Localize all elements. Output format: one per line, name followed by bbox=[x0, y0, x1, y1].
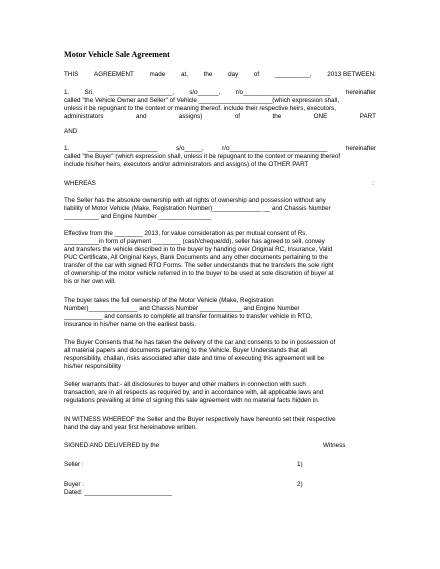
witness-2-label: 2) bbox=[297, 481, 303, 488]
party1-line bbox=[64, 113, 376, 121]
party1-word: hereinafter bbox=[345, 89, 376, 96]
party2-word: hereinafter bbox=[345, 145, 376, 152]
party2-line: include his/her heirs, executors and/or administrators and assigns) of the OTHER PART bbox=[64, 161, 309, 168]
paragraph-line: his/her responsibility bbox=[64, 363, 122, 370]
party1-word: assigns) bbox=[178, 113, 203, 120]
paragraph-line: The Buyer Consents that he has taken the delivery of the car and consents to be in possession of bbox=[64, 339, 336, 346]
intro-word: made bbox=[149, 71, 166, 78]
document-title: Motor Vehicle Sale Agreement bbox=[64, 50, 170, 59]
party1-word: 1. bbox=[64, 89, 70, 96]
party1-word: __________________, bbox=[109, 89, 175, 96]
intro-word: THIS bbox=[64, 71, 79, 78]
party1-word: the bbox=[272, 113, 282, 120]
party1-line bbox=[64, 89, 376, 97]
intro-word: day bbox=[228, 71, 239, 78]
paragraph-line: IN WITNESS WHEREOF the Seller and the Buyer respectively have hereunto set their respective bbox=[64, 416, 336, 423]
paragraph-line: all material papers and documents pertaining to the Vehicle. Buyer Understands that all bbox=[64, 347, 307, 354]
paragraph-line: transaction, are in all respects as required by, and in accordance with, all applicable laws and bbox=[64, 389, 324, 396]
paragraph-line: Seller warrants that:- all disclosures to buyer and other matters in connection with such bbox=[64, 381, 306, 388]
party1-word: ONE bbox=[313, 113, 328, 120]
paragraph-line: transfer of the car with signed RTO Forms. The seller understands that he transfers the sole right bbox=[64, 262, 334, 269]
party2-line bbox=[64, 145, 376, 153]
paragraph-line: ___________ and consents to complete all transfer formalities to transfer vehicle in RTO, bbox=[64, 313, 313, 320]
party1-word: s/o______, bbox=[189, 89, 221, 96]
witness-1-label: 1) bbox=[297, 461, 303, 468]
paragraph-line: hand the day and year first hereinabove written. bbox=[64, 424, 198, 431]
party1-line: unless it be repugnant to the context or meaning thereof, include their respective heirs, executors, bbox=[64, 105, 336, 112]
whereas-colon: : bbox=[372, 180, 374, 187]
buyer-label: Buyer : bbox=[64, 481, 84, 488]
paragraph-line: responsibility, challan, risks associated after date and time of executing this agreement will be bbox=[64, 355, 325, 362]
witness-label: Witness bbox=[323, 442, 346, 449]
party1-word: r/o_________________________ bbox=[235, 89, 331, 96]
seller-label: Seller : bbox=[64, 461, 84, 468]
paragraph-line: and transfers the vehicle described in to the buyer by handing over Original RC, Insurance, Valid bbox=[64, 246, 333, 253]
paragraph-line: Number)______________ and Chassis Number ____________ and Engine Number bbox=[64, 305, 300, 312]
party1-word: PART bbox=[359, 113, 376, 120]
paragraph-line: his or her own will. bbox=[64, 278, 116, 285]
party2-word: 1. bbox=[64, 145, 70, 152]
paragraph-line: liability of Motor Vehicle (Make, Registration Number)______________ __ and Chassis Number bbox=[64, 205, 331, 212]
intro-word: 2013 BETWEEN: bbox=[327, 71, 376, 78]
party2-word: ____________________ bbox=[87, 145, 158, 152]
and-separator: AND bbox=[64, 128, 78, 135]
party1-word: administrators bbox=[64, 113, 104, 120]
paragraph-line: Insurance in his/her name on the earliest basis. bbox=[64, 321, 196, 328]
party1-word: Sri. bbox=[84, 89, 94, 96]
intro-word: at, bbox=[180, 71, 188, 78]
intro-line bbox=[64, 71, 376, 79]
paragraph-line: __________in form of payment ________ (cash/cheque/dd), seller has agreed to sell, convey bbox=[64, 238, 325, 245]
party2-word: s/o_____, bbox=[176, 145, 204, 152]
intro-word: of bbox=[253, 71, 260, 78]
signed-delivered-label: SIGNED AND DELIVERED by the bbox=[64, 442, 160, 449]
paragraph-line: PUC Certificate, All Original Keys, Bank Documents and any other documents pertaining to the bbox=[64, 254, 328, 261]
party2-line: called "the Buyer" (which expression shall, unless it be repugnant to the context or meaning thereof bbox=[64, 153, 341, 160]
paragraph-line: __________ and Engine Number _______________ bbox=[64, 213, 212, 220]
paragraph-line: Effective from the ________ 2013, for value consideration as per mutual consent of Rs. bbox=[64, 230, 308, 237]
intro-word: __________, bbox=[274, 71, 312, 78]
party1-word: and bbox=[135, 113, 147, 120]
paragraph-line: of ownership of the motor vehicle referred in to the buyer to be used at sole discretion of buyer at bbox=[64, 270, 334, 277]
whereas-heading: WHEREAS bbox=[64, 180, 96, 187]
party2-word: r/o____________________________ bbox=[222, 145, 328, 152]
dated-field: Dated: _________________________ bbox=[64, 489, 172, 496]
party1-line: called "the Vehicle Owner and Seller" of Vehicle _____________________(which expression shall, bbox=[64, 97, 340, 104]
paragraph-line: The Seller has the absolute ownership with all rights of ownership and possession without any bbox=[64, 197, 326, 204]
paragraph-line: regulations prevailing at time of signing this sale agreement with no material facts hidden in. bbox=[64, 397, 320, 404]
paragraph-line: The buyer takes the full ownership of the Motor Vehicle (Make, Registration bbox=[64, 297, 274, 304]
intro-word: the bbox=[203, 71, 213, 78]
party1-word: of bbox=[234, 113, 241, 120]
intro-word: AGREEMENT bbox=[94, 71, 134, 78]
